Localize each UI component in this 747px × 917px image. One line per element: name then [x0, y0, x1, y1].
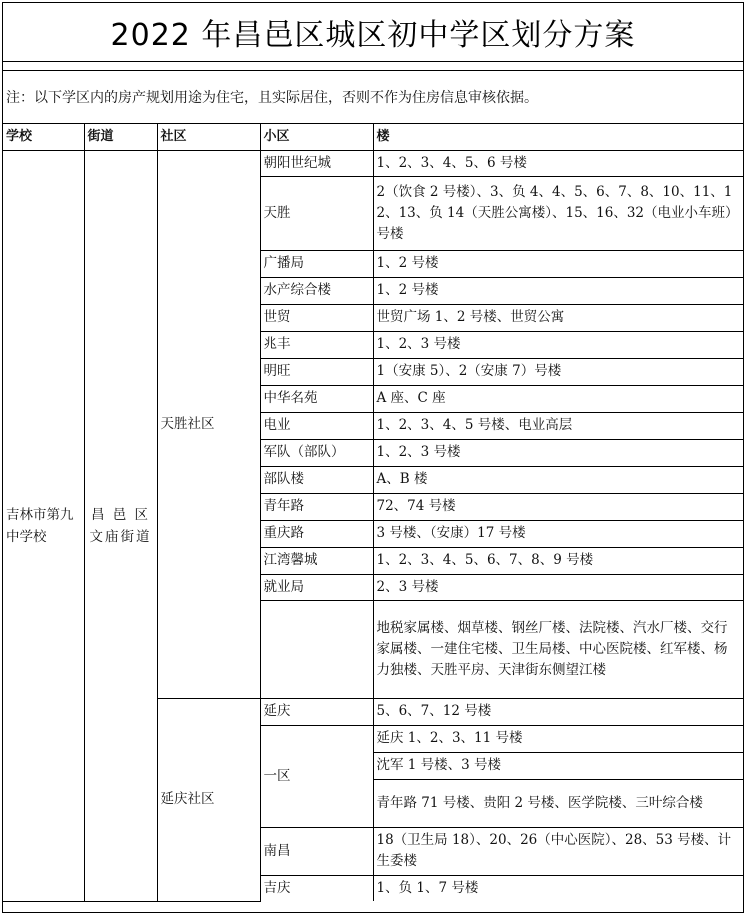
header-school: 学校 [3, 124, 84, 150]
estate-cell: 吉庆 [260, 875, 373, 901]
building-cell: 青年路 71 号楼、贵阳 2 号楼、医学院楼、三叶综合楼 [373, 779, 743, 827]
building-cell: 1、2、3、4、5 号楼、电业高层 [373, 412, 743, 439]
building-cell: 沈军 1 号楼、3 号楼 [373, 752, 743, 779]
school-cell: 吉林市第九中学校 [3, 150, 84, 901]
building-cell: 3 号楼、（安康）17 号楼 [373, 520, 743, 547]
building-cell: 1、2 号楼 [373, 277, 743, 304]
community-cell: 延庆社区 [157, 698, 260, 901]
street-cell: 昌 邑 区 文庙街道 [84, 150, 157, 901]
estate-cell: 朝阳世纪城 [260, 150, 373, 176]
building-cell: 世贸广场 1、2 号楼、世贸公寓 [373, 304, 743, 331]
building-cell: 1、2 号楼 [373, 250, 743, 277]
estate-cell [260, 600, 373, 698]
building-cell: A、B 楼 [373, 466, 743, 493]
header-street: 街道 [84, 124, 157, 150]
estate-cell: 南昌 [260, 827, 373, 875]
building-cell: 1、2、3 号楼 [373, 331, 743, 358]
building-cell: 地税家属楼、烟草楼、钢丝厂楼、法院楼、汽水厂楼、交行家属楼、一建住宅楼、卫生局楼、中心医院楼、红军楼、杨力独楼、天胜平房、天津街东侧望江楼 [373, 600, 743, 698]
estate-cell: 天胜 [260, 176, 373, 250]
note-text: 注：以下学区内的房产规划用途为住宅，且实际居住，否则不作为住房信息审核依据。 [3, 71, 743, 124]
estate-cell: 明旺 [260, 358, 373, 385]
estate-cell: 军队（部队） [260, 439, 373, 466]
estate-cell: 水产综合楼 [260, 277, 373, 304]
building-cell: 1、2、3、4、5、6 号楼 [373, 150, 743, 176]
building-cell: A 座、C 座 [373, 385, 743, 412]
community-cell: 天胜社区 [157, 150, 260, 698]
building-cell: 18（卫生局 18）、20、26（中心医院）、28、53 号楼、计生委楼 [373, 827, 743, 875]
building-cell: 2（饮食 2 号楼）、3、负 4、4、5、6、7、8、10、11、12、13、负 14（天胜公寓楼）、15、16、32（电业小车班）号楼 [373, 176, 743, 250]
estate-cell: 一区 [260, 725, 373, 827]
estate-cell: 广播局 [260, 250, 373, 277]
building-cell: 1、负 1、7 号楼 [373, 875, 743, 901]
estate-cell: 江湾馨城 [260, 547, 373, 574]
building-cell: 1、2、3 号楼 [373, 439, 743, 466]
header-estate: 小区 [260, 124, 373, 150]
building-cell: 1、2、3、4、5、6、7、8、9 号楼 [373, 547, 743, 574]
building-cell: 1（安康 5）、2（安康 7）号楼 [373, 358, 743, 385]
spacer-row [3, 62, 743, 71]
district-table [3, 124, 743, 902]
table-header-row [3, 124, 743, 150]
estate-cell: 兆丰 [260, 331, 373, 358]
building-cell: 2、3 号楼 [373, 574, 743, 600]
estate-cell: 青年路 [260, 493, 373, 520]
estate-cell: 延庆 [260, 698, 373, 725]
document-page [2, 2, 744, 913]
estate-cell: 重庆路 [260, 520, 373, 547]
building-cell: 5、6、7、12 号楼 [373, 698, 743, 725]
estate-cell: 就业局 [260, 574, 373, 600]
building-cell: 72、74 号楼 [373, 493, 743, 520]
header-building: 楼 [373, 124, 743, 150]
building-cell: 延庆 1、2、3、11 号楼 [373, 725, 743, 752]
estate-cell: 电业 [260, 412, 373, 439]
estate-cell: 部队楼 [260, 466, 373, 493]
page-title: 2022 年昌邑区城区初中学区划分方案 [3, 3, 743, 62]
header-community: 社区 [157, 124, 260, 150]
estate-cell: 世贸 [260, 304, 373, 331]
estate-cell: 中华名苑 [260, 385, 373, 412]
table-row [3, 150, 743, 176]
